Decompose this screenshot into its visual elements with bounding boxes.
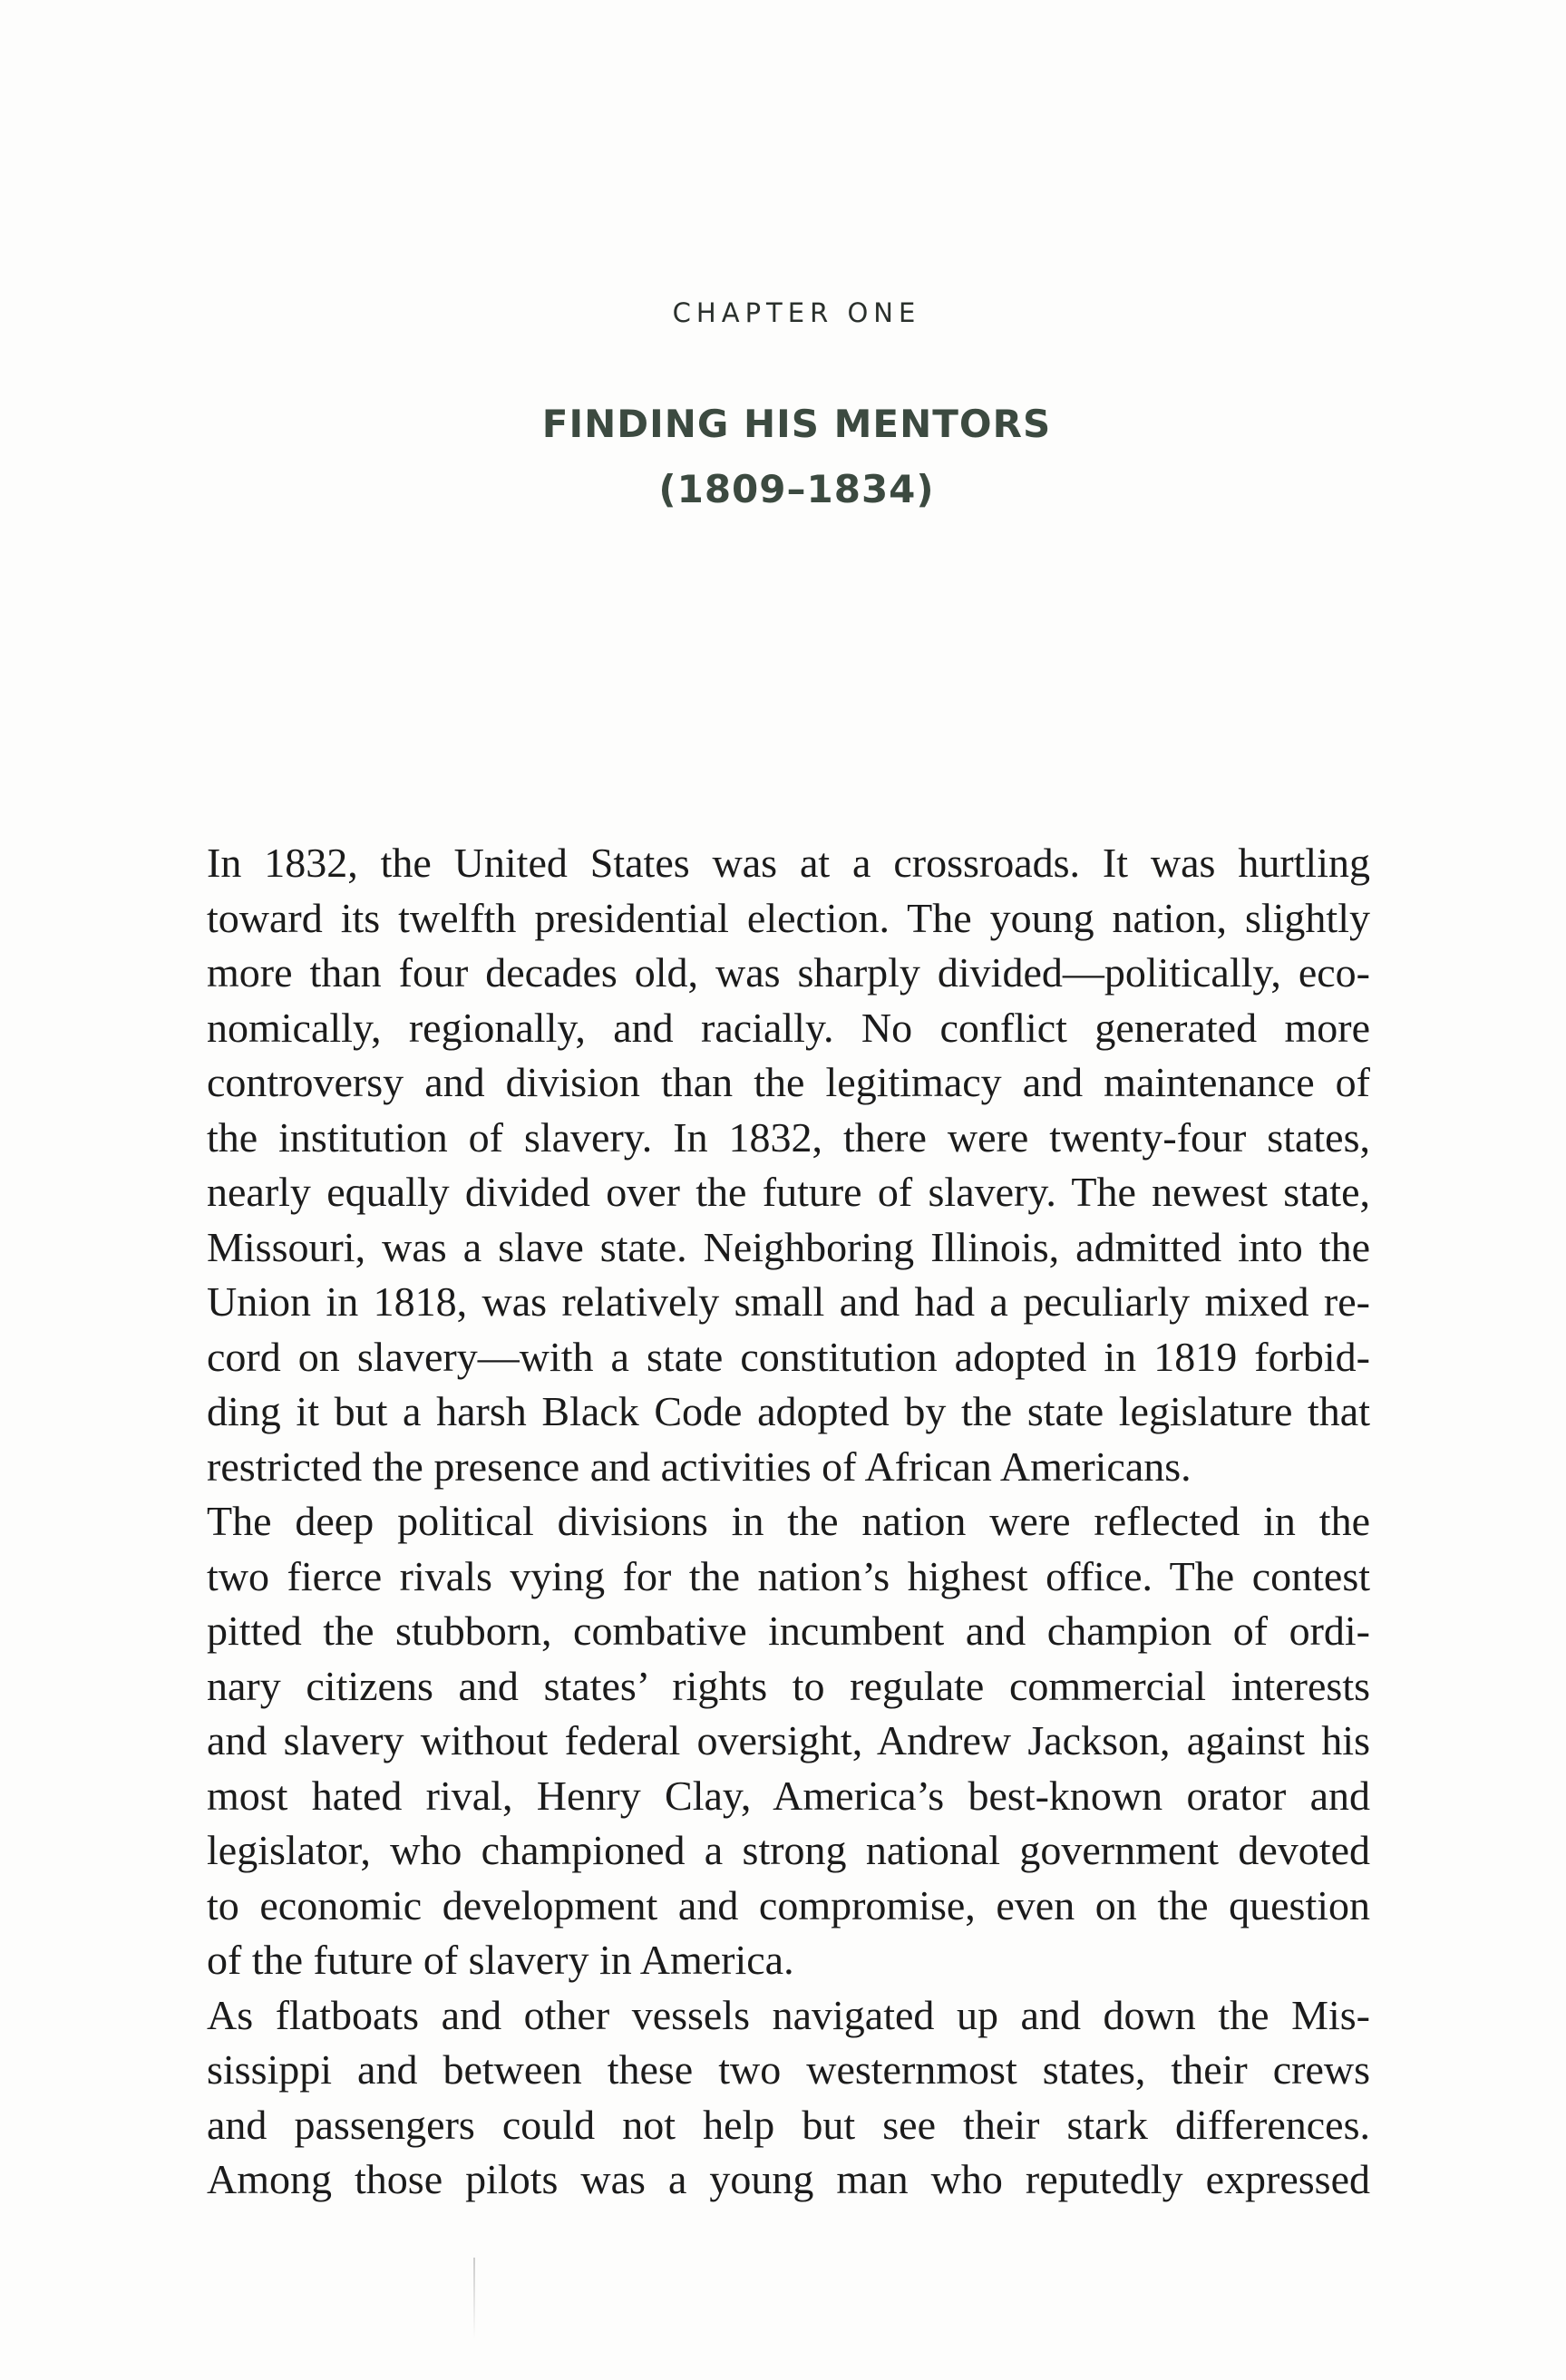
chapter-title-line-2: (1809–1834): [658, 467, 935, 511]
text-line: the institution of slavery. In 1832, there were twenty-four states,: [207, 1113, 1370, 1161]
text-line: As flatboats and other vessels navigated up and down the Mis-: [207, 1991, 1370, 2038]
text-line: two fierce rivals vying for the nation’s highest office. The contest: [207, 1552, 1370, 1599]
text-line: Union in 1818, was relatively small and had a peculiarly mixed re-: [207, 1278, 1370, 1325]
chapter-title-line-1: FINDING HIS MENTORS: [541, 402, 1052, 446]
text-line: to economic development and compromise, even on the question: [207, 1881, 1370, 1928]
text-line: toward its twelfth presidential election. The young nation, slightly: [207, 894, 1370, 941]
text-line: pitted the stubborn, combative incumbent and champion of ordi-: [207, 1608, 1370, 1654]
paragraph: [207, 1988, 1370, 2208]
text-line: Among those pilots was a young man who reputedly expressed: [207, 2156, 1370, 2202]
text-line: Missouri, was a slave state. Neighboring Illinois, admitted into the: [207, 1223, 1370, 1270]
text-line: cord on slavery—with a state constitution adopted in 1819 forbid-: [207, 1333, 1370, 1380]
paragraph: [207, 1494, 1370, 1988]
text-line: nearly equally divided over the future of slavery. The newest state,: [207, 1169, 1370, 1215]
text-line: and passengers could not help but see their stark differences.: [207, 2101, 1370, 2148]
text-line: nomically, regionally, and racially. No conflict generated more: [207, 1004, 1370, 1051]
chapter-title: [0, 392, 1566, 522]
text-line: controversy and division than the legitimacy and maintenance of: [207, 1059, 1370, 1105]
paragraph: [207, 836, 1370, 1494]
text-line: In 1832, the United States was at a crossroads. It was hurtling: [207, 840, 1370, 886]
chapter-label: CHAPTER ONE: [672, 297, 921, 328]
text-line: most hated rival, Henry Clay, America’s best-known orator and: [207, 1772, 1370, 1819]
text-line: more than four decades old, was sharply divided—politically, eco-: [207, 949, 1370, 996]
text-line: of the future of slavery in America.: [207, 1937, 794, 1983]
text-line: nary citizens and states’ rights to regulate commercial interests: [207, 1662, 1370, 1709]
text-line: The deep political divisions in the nation were reflected in the: [207, 1498, 1370, 1544]
text-line: legislator, who championed a strong national government devoted: [207, 1827, 1370, 1873]
text-line: restricted the presence and activities of African Americans.: [207, 1443, 1192, 1490]
text-line: and slavery without federal oversight, Andrew Jackson, against his: [207, 1717, 1370, 1763]
text-line: ding it but a harsh Black Code adopted by the state legislature that: [207, 1388, 1370, 1434]
body-text: [207, 836, 1370, 2208]
text-line: sissippi and between these two westernmost states, their crews: [207, 2046, 1370, 2093]
scan-artifact: [473, 2258, 475, 2339]
